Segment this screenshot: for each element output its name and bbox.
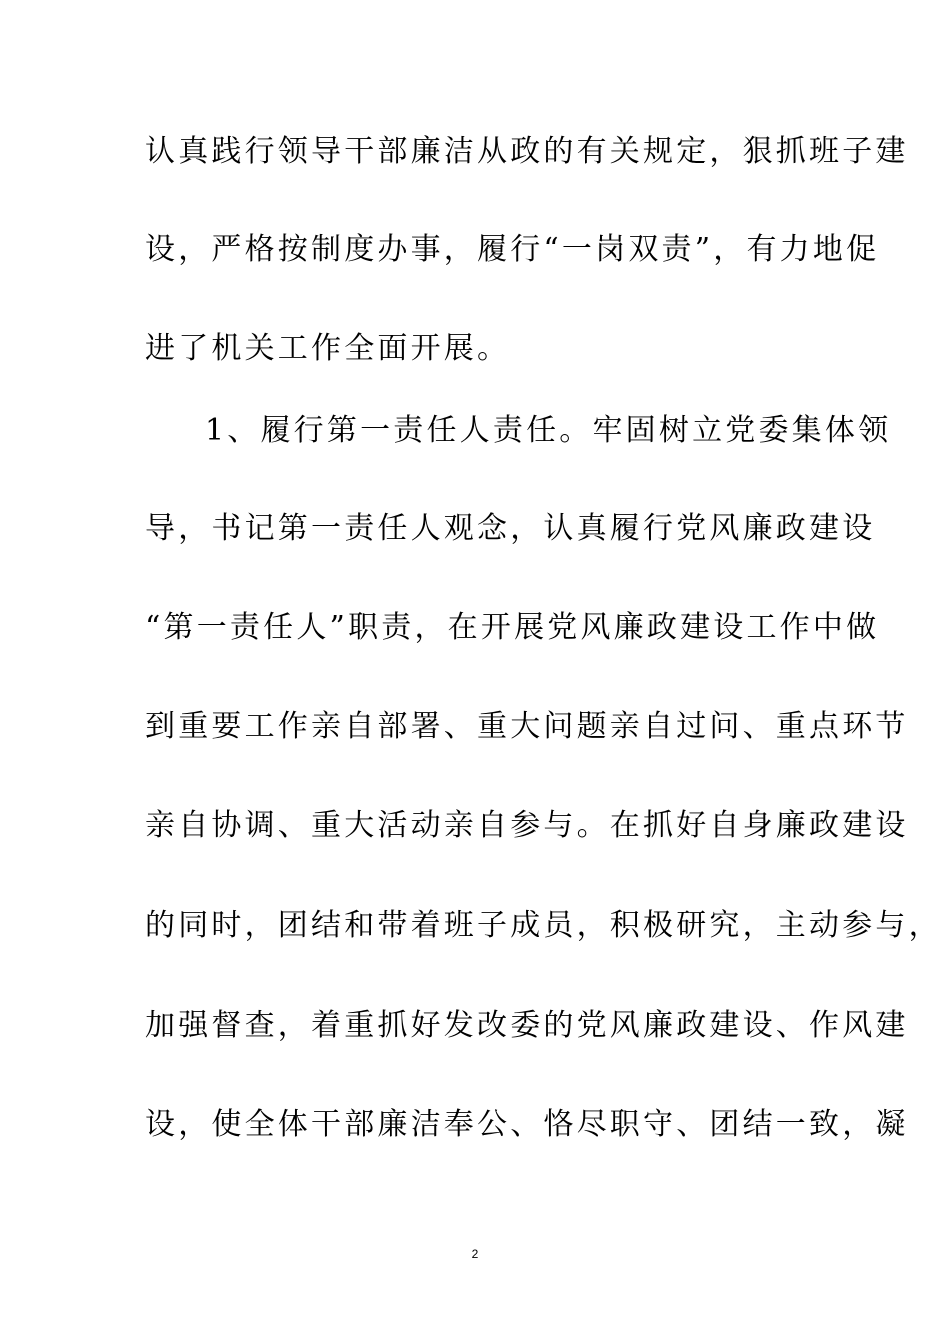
text-line-6: “第一责任人”职责，在开展党风廉政建设工作中做 [145,610,880,645]
text-line-9: 的同时，团结和带着班子成员，积极研究，主动参与， [145,908,942,943]
text-line-5: 导，书记第一责任人观念，认真履行党风廉政建设 [145,511,876,546]
text-line-2: 设，严格按制度办事，履行“一岗双责”，有力地促 [145,232,880,267]
text-line-3: 进了机关工作全面开展。 [145,331,511,366]
page-number: 2 [471,1247,479,1261]
text-line-11: 设，使全体干部廉洁奉公、恪尽职守、团结一致，凝 [145,1107,909,1142]
text-line-7: 到重要工作亲自部署、重大问题亲自过问、重点环节 [145,709,909,744]
text-line-8: 亲自协调、重大活动亲自参与。在抓好自身廉政建设 [145,808,909,843]
text-line-10: 加强督查，着重抓好发改委的党风廉政建设、作风建 [145,1008,909,1043]
text-line-1: 认真践行领导干部廉洁从政的有关规定，狠抓班子建 [145,134,909,169]
text-line-4-paragraph-start: 1、履行第一责任人责任。牢固树立党委集体领 [205,413,892,448]
